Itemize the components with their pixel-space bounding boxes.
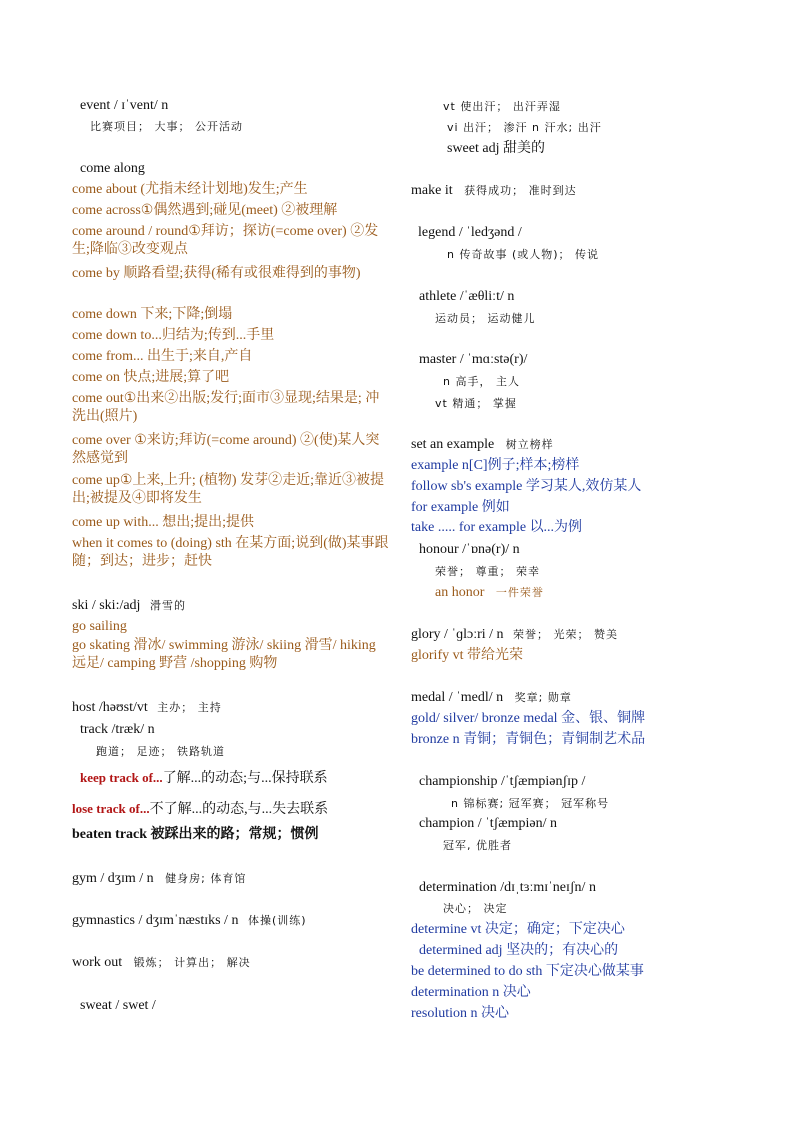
set-example-word: set an example <box>411 437 495 452</box>
entry-when-it-comes: when it comes to (doing) sth 在某方面;说到(做)某事跟随；到达；进步；赶快 <box>72 536 389 569</box>
entry-come-up: come up①上来,上升; (植物) 发芽②走近;靠近③被提出;被提及④即将发生 <box>72 473 384 506</box>
entry-sweet-adj: sweet adj 甜美的 <box>447 141 545 156</box>
entry-gold-medal: gold/ silver/ bronze medal 金、银、铜牌 <box>411 711 646 726</box>
entry-athlete-def: 运动员； 运动健儿 <box>435 312 536 325</box>
entry-determination-n: determination n 决心 <box>411 985 531 1000</box>
entry-go-skating: go skating 滑冰/ swimming 游泳/ skiing 滑雪/ hiking 远足/ camping 野营 /shopping 购物 <box>72 638 376 671</box>
entry-come-from: come from... 出生于;来自,产自 <box>72 349 253 364</box>
entry-an-honor <box>435 584 544 602</box>
entry-determination-def: 决心； 决定 <box>443 902 508 915</box>
gym-def: 健身房; 体育馆 <box>165 872 247 885</box>
entry-come-down: come down 下来;下降;倒塌 <box>72 307 233 322</box>
entry-come-down-to: come down to...归结为;传到...手里 <box>72 328 275 343</box>
entry-example-n: example n[C]例子;样本;榜样 <box>411 458 580 473</box>
entry-determination-head: determination /dɪˌtɜːmɪˈneɪʃn/ n <box>419 880 596 895</box>
entry-track-def: 跑道； 足迹； 铁路轨道 <box>96 745 225 758</box>
lose-track-zh: 不了解...的动态,与...失去联系 <box>149 802 329 817</box>
entry-vi-sweat: vi 出汗； 渗汗 n 汗水; 出汗 <box>447 121 602 134</box>
gymnastics-def: 体操(训练) <box>247 914 307 927</box>
entry-glorify: glorify vt 带给光荣 <box>411 648 523 663</box>
entry-make-it <box>411 182 577 200</box>
ski-def: 滑雪的 <box>149 599 186 612</box>
entry-gymnastics <box>72 912 307 930</box>
entry-medal <box>411 689 572 707</box>
an-honor-def: 一件荣誉 <box>495 586 544 599</box>
entry-glory <box>411 626 618 644</box>
host-word: host /həʊst/vt <box>72 700 148 715</box>
entry-beaten-track: beaten track 被踩出来的路；常规；惯例 <box>72 827 319 842</box>
work-out-def: 锻炼； 计算出； 解决 <box>133 956 251 969</box>
entry-come-across: come across①偶然遇到;碰见(meet) ②被理解 <box>72 203 338 218</box>
entry-master-vt: vt 精通； 掌握 <box>435 397 517 410</box>
entry-come-over: come over ①来访;拜访(=come around) ②(使)某人突然感觉到 <box>72 433 380 466</box>
set-example-def: 树立榜样 <box>505 438 554 451</box>
entry-go-sailing: go sailing <box>72 619 127 634</box>
entry-work-out <box>72 954 251 972</box>
keep-track-en: keep track of... <box>80 770 163 785</box>
entry-come-about: come about (尤指未经计划地)发生;产生 <box>72 182 308 197</box>
entry-determine: determine vt 决定；确定；下定决心 <box>411 922 625 937</box>
gym-word: gym / dʒɪm / n <box>72 871 154 886</box>
entry-track-head: track /træk/ n <box>80 722 155 737</box>
make-it-def: 获得成功； 准时到达 <box>464 184 577 197</box>
entry-champion-def: 冠军, 优胜者 <box>443 839 512 852</box>
entry-host <box>72 699 222 717</box>
host-def: 主办； 主持 <box>157 701 222 714</box>
entry-lose-track <box>72 800 328 819</box>
glory-word: glory / ˈɡlɔːri / n <box>411 627 504 642</box>
entry-sweat-head: sweat / swet / <box>80 998 156 1013</box>
gymnastics-word: gymnastics / dʒɪmˈnæstɪks / n <box>72 913 239 928</box>
entry-resolution: resolution n 决心 <box>411 1006 509 1021</box>
entry-event-def: 比赛项目； 大事； 公开活动 <box>90 120 243 133</box>
entry-for-example: for example 例如 <box>411 500 510 515</box>
make-it-word: make it <box>411 183 453 198</box>
lose-track-en: lose track of... <box>72 801 150 816</box>
entry-gym <box>72 870 246 888</box>
entry-come-on: come on 快点;进展;算了吧 <box>72 370 230 385</box>
entry-come-up-with: come up with... 想出;提出;提供 <box>72 515 254 530</box>
entry-follow-example: follow sb's example 学习某人,效仿某人 <box>411 479 642 494</box>
glory-def: 荣誉； 光荣； 赞美 <box>513 628 619 641</box>
keep-track-zh: 了解...的动态;与...保持联系 <box>162 771 328 786</box>
entry-come-by: come by 顺路看望;获得(稀有或很难得到的事物) <box>72 266 361 281</box>
entry-be-determined: be determined to do sth 下定决心做某事 <box>411 964 644 979</box>
entry-athlete-head: athlete /ˈæθliːt/ n <box>419 289 515 304</box>
entry-determined: determined adj 坚决的；有决心的 <box>419 943 619 958</box>
entry-set-example <box>411 436 554 454</box>
entry-championship-def: n 锦标赛; 冠军赛； 冠军称号 <box>451 797 610 810</box>
entry-ski-head <box>72 597 186 615</box>
medal-word: medal / ˈmedl/ n <box>411 690 504 705</box>
entry-legend-head: legend / ˈledʒənd / <box>418 225 522 240</box>
entry-come-out: come out①出来②出版;发行;面市③显现;结果是; 冲洗出(照片) <box>72 391 380 424</box>
an-honor-word: an honor <box>435 585 485 600</box>
entry-master-n: n 高手， 主人 <box>443 375 520 388</box>
entry-champion-head: champion / ˈtʃæmpiən/ n <box>419 816 558 831</box>
entry-event-head: event / ɪˈvent/ n <box>80 98 169 113</box>
entry-bronze: bronze n 青铜；青铜色；青铜制艺术品 <box>411 732 646 747</box>
medal-def: 奖章; 勋章 <box>514 691 572 704</box>
entry-vt-sweat: vt 使出汗； 出汗弄湿 <box>443 100 561 113</box>
entry-legend-def: n 传奇故事 (或人物)； 传说 <box>447 248 600 261</box>
ski-word: ski / ski:/adj <box>72 598 141 613</box>
entry-keep-track <box>80 769 328 788</box>
entry-master-head: master / ˈmɑːstə(r)/ <box>419 352 528 367</box>
entry-honour-head: honour /ˈɒnə(r)/ n <box>419 542 520 557</box>
work-out-word: work out <box>72 955 123 970</box>
entry-come-around: come around / round①拜访；探访(=come over) ②发生;降临③改变观点 <box>72 224 379 257</box>
entry-come-along: come along <box>80 161 145 176</box>
entry-take-example: take ..... for example 以...为例 <box>411 520 583 535</box>
entry-honour-def: 荣誉； 尊重； 荣幸 <box>435 565 540 578</box>
entry-championship-head: championship /ˈtʃæmpiənʃɪp / <box>419 774 586 789</box>
